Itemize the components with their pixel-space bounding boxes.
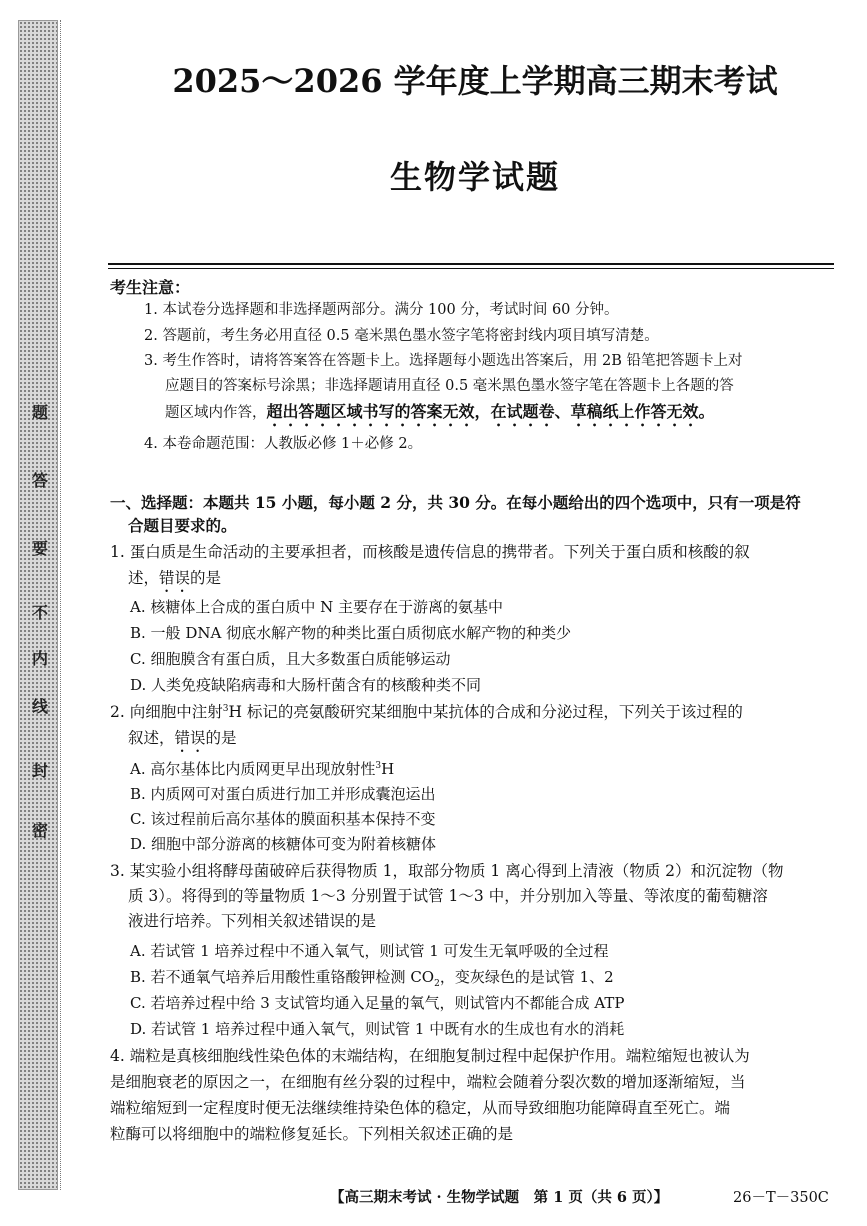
question-1-option-c: C. 细胞膜含有蛋白质，且大多数蛋白质能够运动 [130,650,451,668]
seal-char: 密 [31,821,48,840]
section-heading: 一、选择题：本题共 15 小题，每小题 2 分，共 30 分。在每小题给出的四个选项中，只有一项是符 [110,493,801,512]
header-rule-thin [108,268,834,269]
question-2-option-b: B. 内质网可对蛋白质进行加工并形成囊泡运出 [130,785,436,803]
notice-item-4: 4. 本卷命题范围：人教版必修 1＋必修 2。 [144,436,423,452]
seal-char: 答 [31,471,48,490]
question-4-stem-cont3: 粒酶可以将细胞中的端粒修复延长。下列相关叙述正确的是 [110,1125,514,1143]
notice-item-1: 1. 本试卷分选择题和非选择题两部分。满分 100 分，考试时间 60 分钟。 [144,302,619,318]
question-3-stem-cont: 质 3）。将得到的等量物质 1～3 分别置于试管 1～3 中，并分别加入等量、等浓度的葡萄糖溶 [128,887,768,905]
seal-char: 内 [31,649,48,668]
question-4-stem: 4. 端粒是真核细胞线性染色体的末端结构，在细胞复制过程中起保护作用。端粒缩短也被认为 [110,1047,750,1065]
superscript: 3 [222,703,229,714]
seal-char: 封 [31,761,48,780]
seal-char: 不 [31,603,48,622]
notice-text: 题区域内作答， [165,405,267,421]
question-4-stem-cont: 是细胞衰老的原因之一，在细胞有丝分裂的过程中，端粒会随着分裂次数的增加逐渐缩短，当 [110,1073,746,1091]
stem-text: 的是 [205,729,237,747]
question-3-stem-cont2: 液进行培养。下列相关叙述错误的是 [128,912,377,930]
subject-title: 生物学试题 [389,158,560,196]
question-3-stem: 3. 某实验小组将酵母菌破碎后获得物质 1，取部分物质 1 离心得到上清液（物质 2）和沉淀物（物 [110,862,784,880]
question-2-option-a [130,758,394,779]
question-3-option-d: D. 若试管 1 培养过程中通入氧气，则试管 1 中既有水的生成也有水的消耗 [130,1020,625,1038]
subscript: 2 [434,979,440,989]
stem-text: 的是 [190,569,222,587]
stem-text: H 标记的亮氨酸研究某细胞中某抗体的合成和分泌过程，下列关于该过程的 [228,703,743,721]
option-text: ，变灰绿色的是试管 1、2 [439,968,614,986]
seal-char: 题 [31,403,48,422]
question-3-option-b [130,966,614,989]
question-1-option-a: A. 核糖体上合成的蛋白质中 N 主要存在于游离的氨基中 [130,598,504,616]
question-3-option-a: A. 若试管 1 培养过程中不通入氧气，则试管 1 可发生无氧呼吸的全过程 [130,942,609,960]
seal-char: 要 [31,539,48,558]
question-1-option-b: B. 一般 DNA 彻底水解产物的种类比蛋白质彻底水解产物的种类少 [130,624,572,642]
question-2-stem [110,700,743,722]
question-2-option-d: D. 细胞中部分游离的核糖体可变为附着核糖体 [130,835,437,853]
question-2-option-c: C. 该过程前后高尔基体的膜面积基本保持不变 [130,810,436,828]
notice-item-2: 2. 答题前，考生务必用直径 0.5 毫米黑色墨水签字笔将密封线内项目填写清楚。 [144,328,659,344]
page-footer: 【高三期末考试 · 生物学试题 第 1 页（共 6 页）】 [330,1189,669,1206]
stem-emphasis: 错误 [159,569,191,587]
question-1-stem: 1. 蛋白质是生命活动的主要承担者，而核酸是遗传信息的携带者。下列关于蛋白质和核酸的叙 [110,543,750,561]
header-rule [108,263,834,265]
question-2-stem-cont [128,726,237,756]
stem-text: 述， [128,569,160,587]
paper-code: 26－T－350C [733,1190,829,1206]
question-3-option-c: C. 若培养过程中给 3 支试管均通入足量的氧气，则试管内不都能合成 ATP [130,994,625,1012]
question-1-option-d: D. 人类免疫缺陷病毒和大肠杆菌含有的核酸种类不同 [130,676,482,694]
section-heading-cont: 合题目要求的。 [128,516,237,535]
stem-text: 叙述， [128,729,175,747]
notice-emphasis: 超出答题区域书写的答案无效，在试题卷、草稿纸上作答无效。 [266,402,715,421]
question-4-stem-cont2: 端粒缩短到一定程度时便无法继续维持染色体的稳定，从而导致细胞功能障碍直至死亡。端 [110,1099,731,1117]
option-text: H [381,760,395,778]
notice-item-3: 3. 考生作答时，请将答案答在答题卡上。选择题每小题选出答案后，用 2B 铅笔把答题卡上对 [144,353,743,369]
exam-title: 2025～2026 学年度上学期高三期末考试 [172,62,778,100]
question-1-stem-cont [128,566,221,596]
seal-line [60,20,62,1190]
superscript: 3 [375,761,382,771]
option-text: A. 高尔基体比内质网更早出现放射性 [130,760,376,778]
notice-item-3-cont: 应题目的答案标号涂黑；非选择题请用直径 0.5 毫米黑色墨水签字笔在答题卡上各题的答 [165,378,734,394]
stem-text: 2. 向细胞中注射 [110,703,223,721]
notice-item-3-cont2 [165,400,715,430]
notice-heading: 考生注意： [110,278,191,297]
seal-char: 线 [31,697,48,716]
stem-emphasis: 错误 [174,729,206,747]
option-text: B. 若不通氧气培养后用酸性重铬酸钾检测 CO [130,968,435,986]
